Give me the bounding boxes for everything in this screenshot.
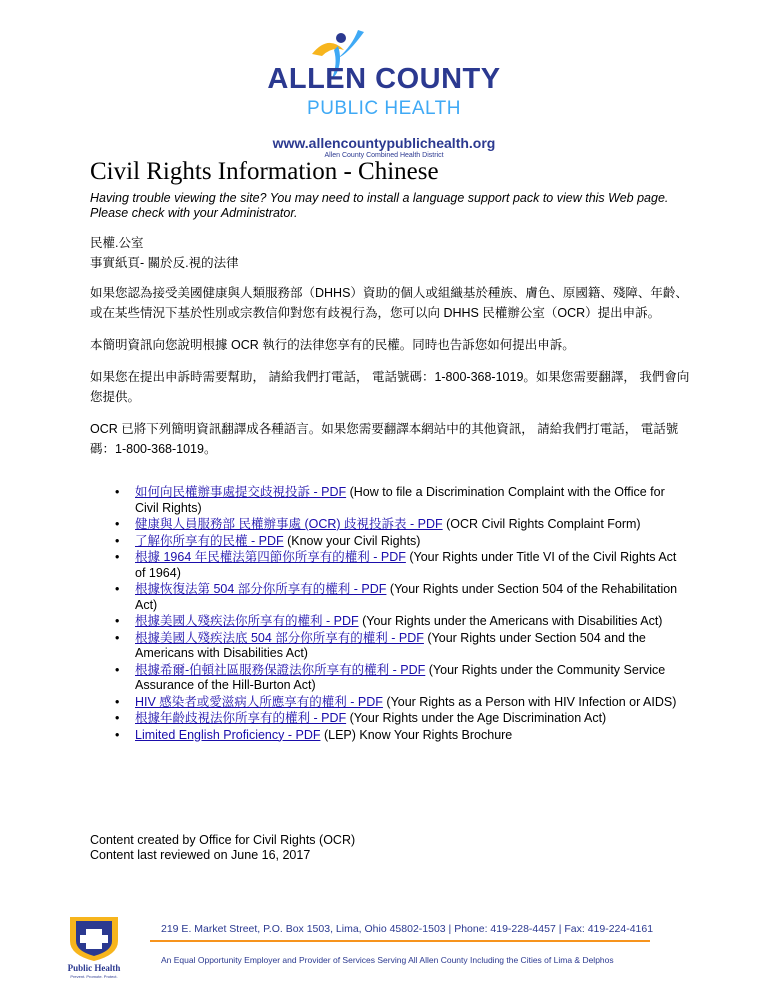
bullet: • [115, 582, 120, 596]
office-line: 民權.公室 [90, 236, 144, 250]
page-title: Civil Rights Information - Chinese [90, 158, 439, 185]
letterhead [0, 18, 768, 159]
link-description: (Your Rights under the Americans with Disabilities Act) [362, 614, 663, 628]
footer-divider [150, 940, 650, 942]
link-description: (Your Rights under Section 504 and the Americans with Disabilities Act) [135, 630, 646, 660]
fact-sheet-line: 事實紙頁- 關於反.視的法律 [90, 256, 239, 270]
badge-tagline: Prevent. Promote. Protect. [70, 974, 118, 979]
bullet: • [115, 533, 120, 548]
link-description: (How to file a Discrimination Complaint with the Office for Civil Rights) [135, 485, 665, 515]
bullet: • [115, 517, 120, 531]
bullet: • [115, 550, 120, 564]
pdf-link[interactable]: 根據美國人殘疾法底 504 部分你所享有的權利 - PDF [135, 630, 424, 645]
website-url[interactable]: www.allencountypublichealth.org [272, 135, 496, 151]
link-description: (Your Rights under Section 504 of the Rehabilitation Act) [135, 582, 678, 612]
paragraph-summary: 本簡明資訊向您說明根據 OCR 執行的法律您享有的民權。同時也告訴您如何提出申訴。 [90, 338, 575, 352]
language-support-note: Having trouble viewing the site? You may need to install a language support pack to view this Web page. Please check with your Administrator. [90, 191, 669, 220]
link-description: (Your Rights under Title VI of the Civil Rights Act of 1964) [135, 550, 677, 580]
link-description: (Know your Civil Rights) [287, 533, 421, 548]
pdf-link[interactable]: Limited English Proficiency - PDF [135, 727, 321, 742]
list-item [115, 711, 690, 727]
list-item [115, 582, 690, 613]
created-by-line: Content created by Office for Civil Rights (OCR) [90, 833, 356, 847]
district-name: Allen County Combined Health District [324, 152, 444, 159]
list-item [115, 485, 690, 516]
list-item [115, 550, 690, 581]
list-item [115, 630, 690, 662]
pdf-link[interactable]: 根據 1964 年民權法第四節你所享有的權利 - PDF [135, 550, 406, 564]
list-item [115, 662, 690, 694]
list-item [115, 533, 690, 550]
list-item [115, 727, 690, 744]
list-item [115, 614, 690, 630]
pdf-link[interactable]: 根據恢復法第 504 部分你所享有的權利 - PDF [135, 582, 387, 596]
badge-text: Public Health [67, 963, 121, 973]
pdf-link[interactable]: 了解你所享有的民權 - PDF [135, 533, 284, 548]
link-description: (LEP) Know Your Rights Brochure [323, 727, 513, 742]
last-reviewed-line: Content last reviewed on June 16, 2017 [90, 848, 311, 862]
bullet: • [115, 485, 120, 499]
pdf-link[interactable]: 根據美國人殘疾法你所享有的權利 - PDF [135, 614, 359, 628]
pdf-link[interactable]: 如何向民權辦事處提交歧視投訴 - PDF [135, 485, 347, 499]
bullet: • [115, 711, 120, 725]
paragraph-translations: OCR 已將下列簡明資訊翻譯成各種語言。如果您需要翻譯本網站中的其他資訊， 請給我們打電話， 電話號碼：1-800-368-1019。 [90, 422, 679, 456]
pdf-link[interactable]: 根據希爾-伯頓社區服務保證法你所享有的權利 - PDF [135, 662, 426, 677]
list-item [115, 694, 690, 711]
pdf-link-list [90, 485, 690, 743]
pdf-link[interactable]: 健康與人員服務部 民權辦事處 (OCR) 歧視投訴表 - PDF [135, 517, 443, 531]
bullet: • [115, 662, 120, 677]
bullet: • [115, 727, 120, 742]
logo-wordmark-public-health: PUBLIC HEALTH [307, 98, 461, 119]
public-health-shield-icon [62, 911, 126, 981]
paragraph-help-phone: 如果您在提出申訴時需要幫助， 請給我們打電話， 電話號碼：1-800-368-1019。如果您需要翻譯， 我們會向您提供。 [90, 370, 690, 404]
bullet: • [115, 614, 120, 628]
bullet: • [115, 630, 120, 645]
footer [0, 905, 768, 994]
link-description: (Your Rights under the Community Service Assurance of the Hill-Burton Act) [135, 662, 666, 692]
link-description: (Your Rights under the Age Discrimination Act) [349, 711, 607, 725]
pdf-link[interactable]: 根據年齡歧視法你所享有的權利 - PDF [135, 711, 347, 725]
footer-address: 219 E. Market Street, P.O. Box 1503, Lima, Ohio 45802-1503 | Phone: 419-228-4457 | Fax: 419-224-4161 [161, 923, 654, 935]
bullet: • [115, 694, 120, 709]
list-item [115, 517, 690, 533]
main-content [90, 157, 690, 744]
content-credits [90, 833, 355, 863]
pdf-link[interactable]: HIV 感染者或愛滋病人所應享有的權利 - PDF [135, 694, 383, 709]
link-description: (OCR Civil Rights Complaint Form) [446, 517, 641, 531]
logo-wordmark-allen-county: ALLEN COUNTY [267, 63, 501, 95]
link-description: (Your Rights as a Person with HIV Infection or AIDS) [386, 694, 677, 709]
equal-opportunity-statement: An Equal Opportunity Employer and Provider of Services Serving All Allen County Including the Cities of Lima & Delphos [161, 955, 614, 965]
paragraph-complaint-rights: 如果您認為接受美國健康與人類服務部（DHHS）資助的個人或組織基於種族、膚色、原國籍、殘障、年齡、或在某些情況下基於性別或宗教信仰對您有歧視行為，您可以向 DHHS 民權辦公室（OCR）提出申訴。 [90, 286, 688, 320]
